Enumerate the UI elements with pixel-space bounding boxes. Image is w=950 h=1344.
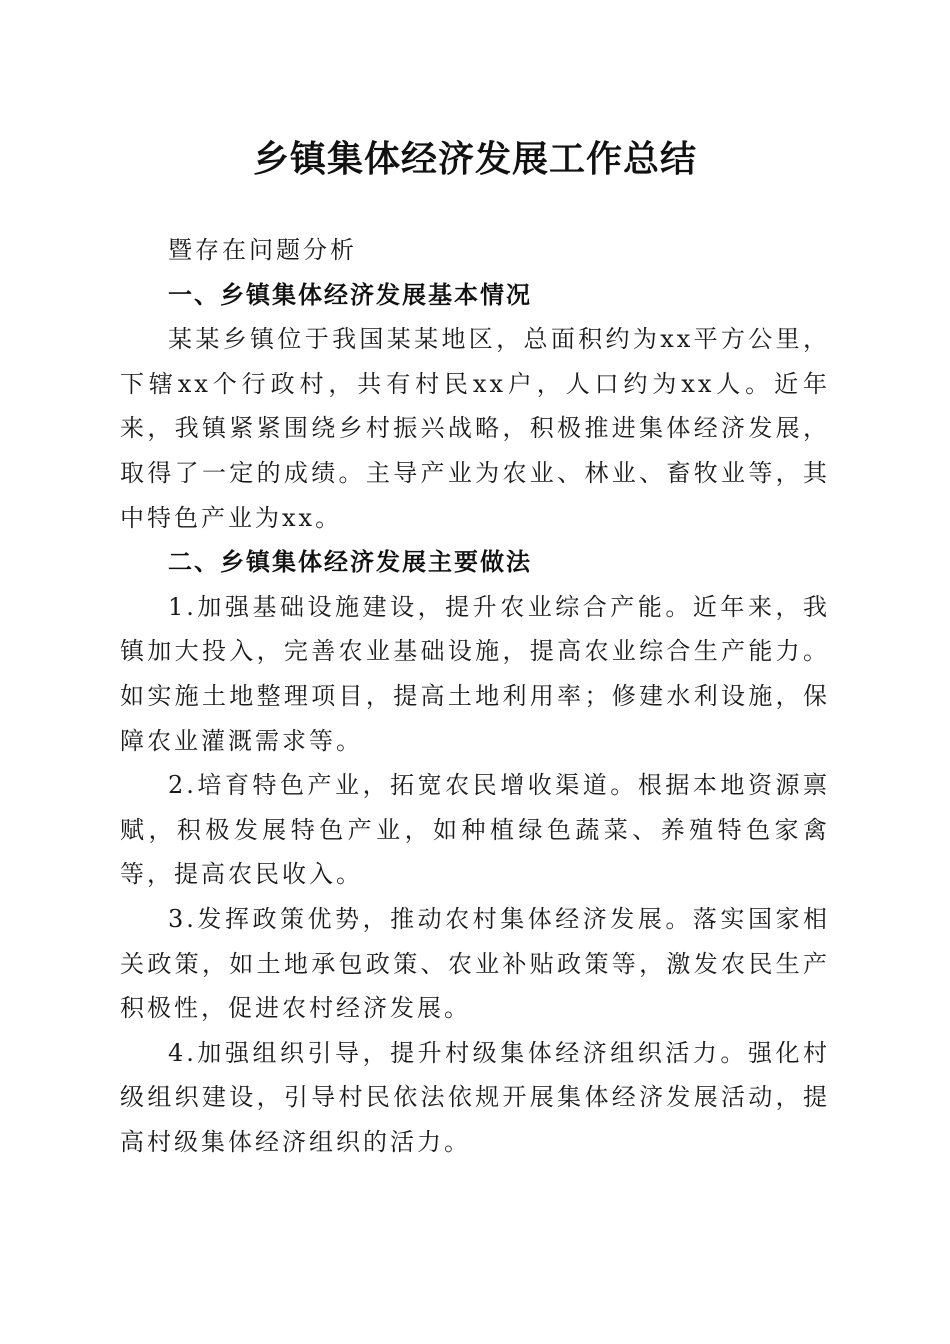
document-body	[120, 228, 830, 1164]
paragraph-practice-1: 1.加强基础设施建设，提升农业综合产能。近年来，我镇加大投入，完善农业基础设施，提高农业综合生产能力。如实施土地整理项目，提高土地利用率；修建水利设施，保障农业灌溉需求等。	[120, 592, 830, 755]
document-subtitle: 暨存在问题分析	[168, 236, 357, 264]
section-heading-basic-situation: 一、乡镇集体经济发展基本情况	[168, 280, 532, 309]
paragraph-practice-3: 3.发挥政策优势，推动农村集体经济发展。落实国家相关政策，如土地承包政策、农业补贴政策等，激发农民生产积极性，促进农村经济发展。	[120, 904, 830, 1023]
paragraph-practice-4: 4.加强组织引导，提升村级集体经济组织活力。强化村级组织建设，引导村民依法依规开展集体经济发展活动，提高村级集体经济组织的活力。	[120, 1038, 830, 1156]
paragraph-basic-situation: 某某乡镇位于我国某某地区，总面积约为xx平方公里，下辖xx个行政村，共有村民xx户，人口约为xx人。近年来，我镇紧紧围绕乡村振兴战略，积极推进集体经济发展，取得了一定的成绩。主导产业为农业、林业、畜牧业等，其中特色产业为xx。	[120, 325, 830, 532]
paragraph-practice-2: 2.培育特色产业，拓宽农民增收渠道。根据本地资源禀赋，积极发展特色产业，如种植绿色蔬菜、养殖特色家禽等，提高农民收入。	[120, 771, 830, 889]
section-heading-main-practices: 二、乡镇集体经济发展主要做法	[168, 548, 532, 577]
document-title: 乡镇集体经济发展工作总结	[252, 138, 697, 180]
